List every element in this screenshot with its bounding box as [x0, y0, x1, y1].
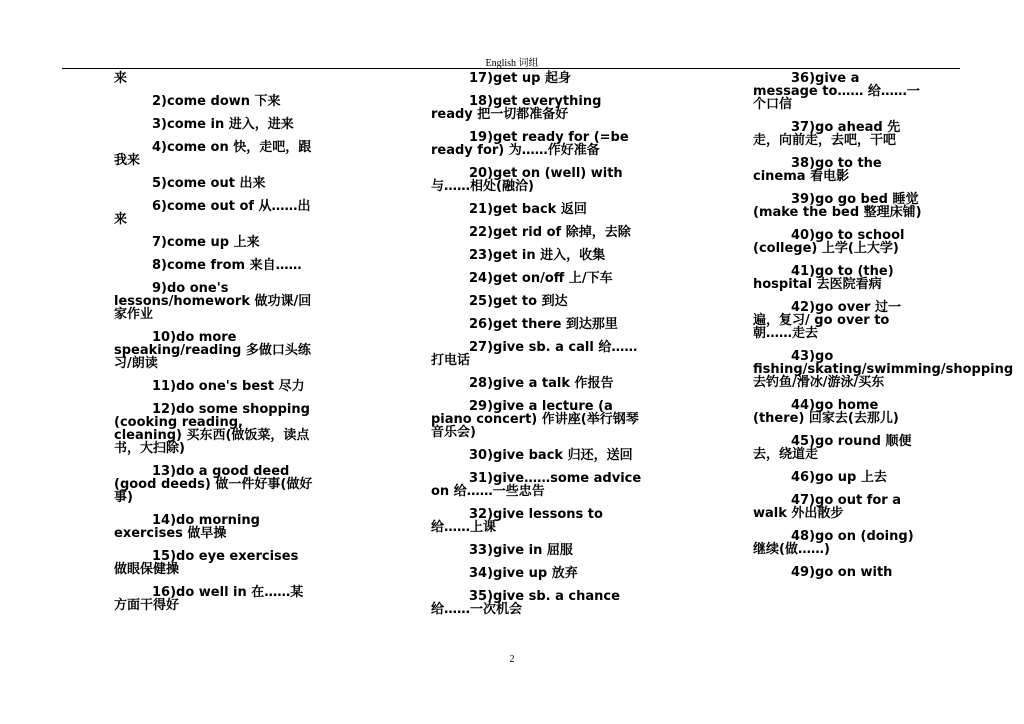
- phrase-entry: 49)go on with: [791, 565, 893, 580]
- column-2: [431, 72, 646, 626]
- page-number: 2: [509, 654, 515, 665]
- phrase-entry: 22)get rid of 除掉，去除: [469, 225, 631, 240]
- phrase-entry: 34)give up 放弃: [469, 566, 578, 581]
- phrase-entry: 8)come from 来自……: [152, 258, 302, 273]
- phrase-entry: 38)go to the cinema 看电影: [753, 156, 882, 184]
- phrase-entry: 19)get ready for (=be ready for) 为……作好准备: [431, 130, 629, 158]
- phrase-entry: 36)give a message to…… 给……一个口信: [753, 71, 920, 112]
- phrase-entry: 32)give lessons to 给……上课: [431, 507, 603, 535]
- phrase-entry: 18)get everything ready 把一切都准备好: [431, 94, 602, 122]
- phrase-entry: 14)do morning exercises 做早操: [114, 513, 260, 541]
- phrase-entry: 15)do eye exercises 做眼保健操: [114, 549, 299, 577]
- phrase-entry: 41)go to (the) hospital 去医院看病: [753, 264, 894, 292]
- column-3: [753, 71, 1014, 589]
- phrase-entry: 21)get back 返回: [469, 202, 587, 217]
- phrase-entry: 10)do more speaking/reading 多做口头练习/朗读: [114, 330, 311, 371]
- phrase-entry: 29)give a lecture (a piano concert) 作讲座(举行钢琴音乐会): [431, 399, 639, 440]
- phrase-entry: 3)come in 进入，进来: [152, 117, 294, 132]
- phrase-entry: 7)come up 上来: [152, 235, 260, 250]
- phrase-entry: 48)go on (doing) 继续(做……): [753, 529, 914, 557]
- phrase-entry: 30)give back 归还，送回: [469, 448, 633, 463]
- phrase-entry: 16)do well in 在……某方面干得好: [114, 585, 304, 613]
- phrase-entry: 6)come out of 从……出来: [114, 199, 311, 227]
- phrase-entry: 9)do one's lessons/homework 做功课/回家作业: [114, 281, 312, 322]
- phrase-entry: 28)give a talk 作报告: [469, 376, 614, 391]
- phrase-entry: 24)get on/off 上/下车: [469, 271, 613, 286]
- phrase-entry: 2)come down 下来: [152, 94, 281, 109]
- column-1: [114, 72, 314, 622]
- phrase-entry: 来: [114, 71, 128, 86]
- phrase-entry: 46)go up 上去: [791, 470, 887, 485]
- phrase-entry: 11)do one's best 尽力: [152, 379, 305, 394]
- phrase-entry: 44)go home (there) 回家去(去那儿): [753, 398, 899, 426]
- phrase-entry: 27)give sb. a call 给……打电话: [431, 340, 638, 368]
- phrase-entry: 40)go to school (college) 上学(上大学): [753, 228, 905, 256]
- phrase-entry: 37)go ahead 先走，向前走，去吧，干吧: [753, 120, 901, 148]
- phrase-entry: 5)come out 出来: [152, 176, 266, 191]
- phrase-entry: 35)give sb. a chance 给……一次机会: [431, 589, 620, 617]
- phrase-entry: 42)go over 过一遍，复习/ go over to 朝……走去: [753, 300, 901, 341]
- phrase-entry: 20)get on (well) with 与……相处(融洽): [431, 166, 623, 194]
- phrase-entry: 13)do a good deed (good deeds) 做一件好事(做好事): [114, 464, 313, 505]
- phrase-entry: 4)come on 快，走吧，跟我来: [114, 140, 312, 168]
- header-rule: [62, 68, 960, 69]
- phrase-entry: 23)get in 进入，收集: [469, 248, 606, 263]
- phrase-entry: 47)go out for a walk 外出散步: [753, 493, 902, 521]
- phrase-entry: 31)give……some advice on 给……一些忠告: [431, 471, 642, 499]
- page-header: English 词组: [485, 58, 539, 69]
- phrase-entry: 12)do some shopping (cooking reading, cleaning) 买东西(做饭菜，读点书，大扫除): [114, 402, 310, 456]
- phrase-entry: 17)get up 起身: [469, 71, 571, 86]
- phrase-entry: 26)get there 到达那里: [469, 317, 618, 332]
- phrase-entry: 25)get to 到达: [469, 294, 568, 309]
- phrase-entry: 45)go round 顺便去，绕道走: [753, 434, 912, 462]
- phrase-entry: 33)give in 屈服: [469, 543, 573, 558]
- phrase-entry: 43)go fishing/skating/swimming/shopping 去钓鱼/滑冰/游泳/买东: [753, 349, 1014, 390]
- phrase-entry: 39)go go bed 睡觉(make the bed 整理床铺): [753, 192, 922, 220]
